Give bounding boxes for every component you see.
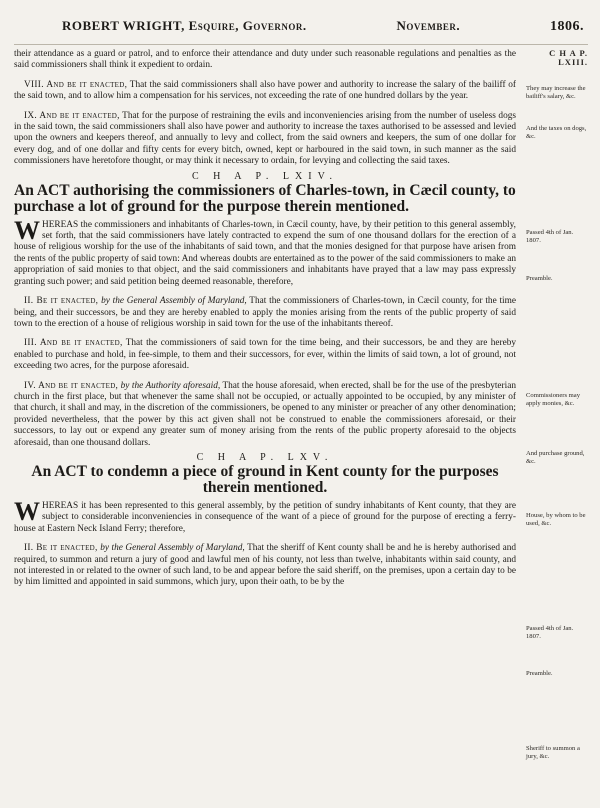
margin-chap-lxiii (526, 49, 588, 67)
margin-note-sheriff-jury: Sheriff to summon a jury, &c. (526, 745, 580, 760)
page-body (14, 45, 588, 760)
chap-lxv-dropcap: W (14, 496, 40, 526)
margin-note-house-use: House, by whom to be used, &c. (526, 512, 586, 527)
margin-note-lxiv-passed: Passed 4th of Jan. 1807. (526, 229, 574, 244)
chap-lxiv-s2-authority: by the General Assembly of Maryland, (101, 296, 247, 307)
margin-note-dog-taxes: And the taxes on dogs, &c. (526, 125, 587, 140)
margin-note-lxv-passed: Passed 4th of Jan. 1807. (526, 625, 574, 640)
margin-note-bailiff: They may increase the bailiff's salary, &c. (526, 85, 586, 100)
chap-lxiv-dropcap: W (14, 215, 40, 245)
section-ix-lead: IX. And be it enacted, (24, 110, 120, 121)
main-column (14, 45, 516, 589)
chap-lxv-section-ii (14, 543, 516, 589)
chap-lxiv-preamble (14, 215, 516, 288)
chap-lxiv-s3-lead: III. And be it enacted, (24, 338, 123, 349)
chap-lxiv-s4-authority: by the Authority aforesaid, (120, 380, 221, 391)
section-ix (14, 111, 516, 168)
header-title: ROBERT WRIGHT, Esquire, Governor. (62, 18, 307, 33)
section-viii (14, 80, 516, 103)
chap-lxv-s2-text: That the sheriff of Kent county shall be and he is hereby authorised and required, to summon and return a jury of good and lawful men of his county, not less than twelve, inhabitants within said county, and not interested in or related to the owner of such land, to be and appear before the said sheriff, on the premises, upon a certain day to be by him limitted and appointed in said summons, which jury, upon their oath, to be by the (14, 543, 517, 588)
chap-lxv-heading: C H A P. LXV. (196, 451, 334, 463)
chap-lxiv-section-iv (14, 381, 516, 449)
section-viii-lead: VIII. And be it enacted, (24, 79, 128, 90)
chap-lxv-s2-lead: II. Be it enacted, (24, 543, 98, 554)
chap-lxiv-preamble-text: HEREAS the commissioners and inhabitants of Charles-town, in Cæcil county, have, by their petition to this general assembly, set forth, that the said commissioners have lately contracted to expend the sum of one thousand dollars for the erection of a house of religious worship for the use of the inhabitants of said town, and that the monies designed for that purpose have arisen from the rents of the public property of said town: And whereas doubts are entertained as to the power of the said commissioners to make an appropriation of said monies to that object, and the said commissioners and inhabitants have prayed that a law may pass expressly granting such power; and said petition being deemed reasonable, therefore, (14, 219, 516, 287)
margin-chap-label: C H A P. (549, 48, 588, 58)
chap-lxiv-heading: C H A P. LXIV. (191, 170, 339, 182)
chap-lxiv-title: An ACT authorising the commissioners of Charles-town, in Cæcil county, to purchase a lot of ground for the purpose therein mentioned. (14, 181, 516, 215)
margin-column (526, 45, 592, 760)
running-head (14, 18, 588, 45)
continued-paragraph: their attendance as a guard or patrol, and to enforce their attendance and duty under such reasonable regulations and penalties as the said commissioners shall think it expedient to ordain. (14, 49, 516, 71)
margin-note-lxv-preamble: Preamble. (526, 670, 553, 677)
header-month: November. (396, 18, 461, 33)
chap-lxiv-s2-text: That the commissioners of Charles-town, in Cæcil county, for the time being, and their successors, be and they are hereby enabled to apply the monies arising from the rents of the public property of said town to the erection of a house of religious worship in said town for the use of the inhabitants thereof. (14, 296, 516, 329)
chap-lxiv-s3-text: That the commissioners of said town for the time being, and their successors, be and they are hereby enabled to purchase and hold, in fee-simple, to them and their successors, for ever, within the limits of said town, a lot of ground, not exceeding two acres, for the purpose aforesaid. (14, 338, 516, 372)
header-year: 1806. (550, 19, 584, 34)
margin-note-purchase-ground: And purchase ground, &c. (526, 450, 585, 465)
chap-lxiv-s4-text: That the house aforesaid, when erected, shall be for the use of the presbyterian church in the first place, but that whenever the same shall not be occupied, or actually appointed to be occupied, by any minister of that church, it shall and may, in the discretion of the commissioners, be opened to any minister or preacher of any other denomination; provided nevertheless, that the power by this act given shall not be construed to enable the commissioners aforesaid, or their successors, to lay out or expend any greater sum of money arising from the rents of the public property aforesaid to the objects aforesaid, than one thousand dollars. (14, 380, 517, 448)
chap-lxv-preamble (14, 496, 516, 535)
chap-lxv-s2-authority: by the General Assembly of Maryland, (100, 543, 245, 554)
chap-lxiv-s2-lead: II. Be it enacted, (24, 296, 99, 307)
section-ix-text: That for the purpose of restraining the evils and inconveniencies arising from the number of useless dogs in the said town, the said commissioners shall also have power and authority to increase the taxes authorised to be assessed and levied upon the owners and keepers thereof, and annually to levy and collect, from the said owners and keepers, the sum of one dollar for every dog, and of one dollar and fifty cents for every bitch, owned, kept or harboured in the said town, in such manner as the said commissioners have heretofore thought, or may think it necessary to ordain, for levying and collecting the said taxes. (14, 110, 516, 167)
section-viii-text: That the said commissioners shall also have power and authority to increase the salary of the bailiff of the said town, and to allow him a compensation for his services, not exceeding the rate of one hundred dollars by the year. (14, 79, 516, 102)
chap-lxiv-section-iii (14, 338, 516, 372)
chap-lxv-title: An ACT to condemn a piece of ground in Kent county for the purposes therein mentioned. (31, 462, 499, 496)
margin-note-apply-monies: Commissioners may apply monies, &c. (526, 392, 581, 407)
chap-lxiv-section-ii (14, 296, 516, 330)
margin-chap-number: LXIII. (558, 57, 588, 67)
chap-lxiv-s4-lead: IV. And be it enacted, (24, 380, 119, 391)
chap-lxv-preamble-text: HEREAS it has been represented to this general assembly, by the petition of sundry inhabitants of Kent county, that they are subject to considerable inconveniencies in consequence of the want of a piece of ground for the purpose of erecting a ferry-house at Eastern Neck Island Ferry; therefore, (14, 500, 516, 534)
margin-note-lxiv-preamble: Preamble. (526, 275, 553, 282)
